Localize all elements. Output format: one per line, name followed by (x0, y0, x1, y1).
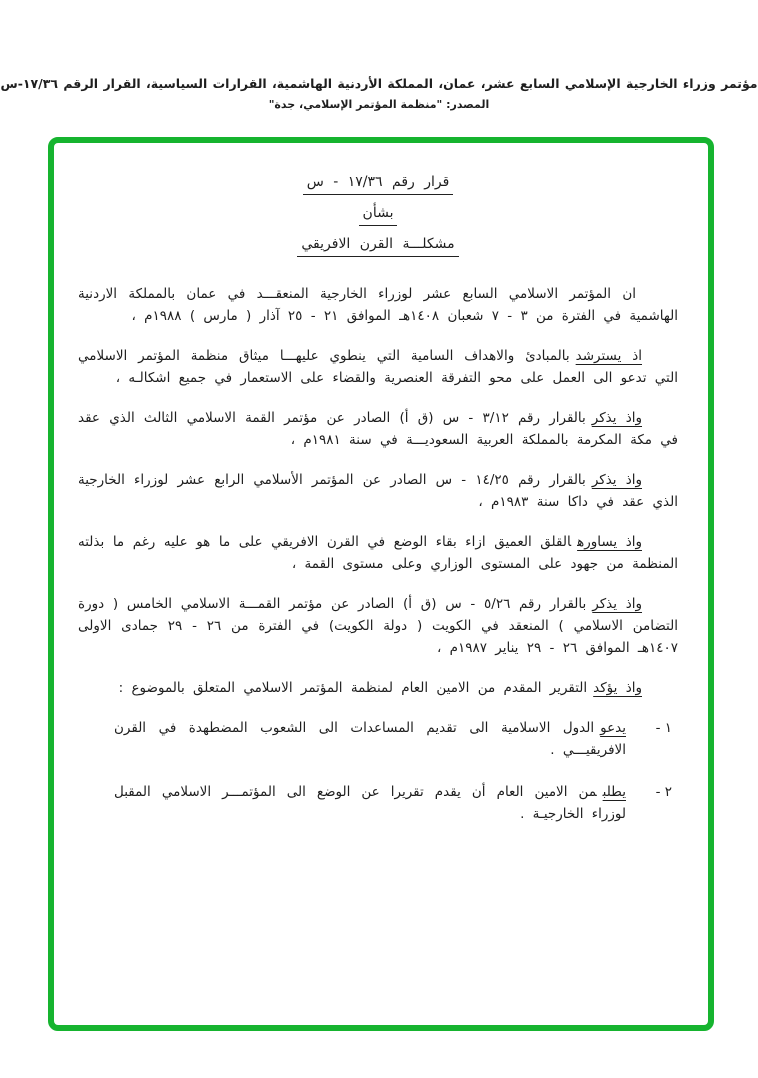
preamble-paragraph (78, 407, 678, 451)
item-lead: يدعو (600, 720, 626, 736)
resolution-frame (48, 137, 714, 1031)
item-text-block (78, 717, 626, 761)
preamble-paragraph (78, 345, 678, 389)
preamble-paragraph (78, 593, 678, 659)
header-citation-line: مؤتمر وزراء الخارجية الإسلامي السابع عشر، عمان، المملكة الأردنية الهاشمية، القرارات السياسية، القرار الرقم ١٧/٣٦-س (0, 76, 758, 91)
paragraph-text: ان المؤتمر الاسلامي السابع عشر لوزراء الخارجية المنعقـــد في عمان بالمملكة الاردنية الهاشمية في الفترة من ٣ - ٧ شعبان ١٤٠٨هـ الموافق ٢١ - ٢٥ آذار ( مارس ) ١٩٨٨م ، (78, 286, 678, 324)
preamble-paragraph (78, 677, 678, 699)
paragraph-text: القلق العميق ازاء بقاء الوضع في القرن الافريقي على ما هو عليه رغم ما بذلته المنظمة من جهود على المستوى الوزاري وعلى مستوى القمة ، (78, 534, 678, 572)
item-number: ٢ - (655, 784, 672, 800)
document-header (0, 0, 758, 111)
paragraph-lead: واذ يذكر (591, 410, 643, 426)
resolution-body (78, 283, 678, 825)
resolution-item (78, 781, 678, 825)
title-subject: مشكلـــة القرن الافريقي (78, 233, 678, 257)
item-text: الدول الاسلامية الى تقديم المساعدات الى الشعوب المضطهدة في القرن الافريقيـــي . (114, 720, 626, 758)
paragraph-text: بالمبادئ والاهداف السامية التي ينطوي عليهـــا ميثاق منظمة المؤتمر الاسلامي التي تدعو الى العمل على محو التفرقة العنصرية والقضاء على الاستعمار في جميع اشكالـه ، (78, 348, 678, 386)
title-resolution-number: قرار رقم ١٧/٣٦ - س (78, 171, 678, 195)
title-regarding: بشأن (78, 202, 678, 226)
item-text: من الامين العام أن يقدم تقريرا عن الوضع الى المؤتمـــر الاسلامي المقبل لوزراء الخارجيـة . (114, 784, 626, 822)
paragraph-lead: واذ يساوره (577, 534, 642, 550)
paragraph-lead: واذ يؤكد (593, 680, 642, 696)
preamble-paragraph (78, 469, 678, 513)
item-lead: يطلب (602, 784, 626, 800)
item-number: ١ - (655, 720, 672, 736)
item-text-block (78, 781, 626, 825)
resolution-title (78, 171, 678, 257)
preamble-paragraph (78, 531, 678, 575)
resolution-item (78, 717, 678, 761)
paragraph-lead: واذ يذكر (591, 472, 643, 488)
preamble-paragraph (78, 283, 678, 327)
paragraph-text: التقرير المقدم من الامين العام لمنظمة المؤتمر الاسلامي المتعلق بالموضوع : (118, 680, 588, 696)
paragraph-text: بالقرار رقم ٥/٢٦ - س (ق أ) الصادر عن مؤتمر القمـــة الاسلامي الخامس ( دورة التضامن الاسلامي ) المنعقد في الكويت ( دولة الكويت) في الفترة من ٢٦ - ٢٩ جمادى الاولى ١٤٠٧هـ الموافق ٢٦ - ٢٩ يناير ١٩٨٧م ، (78, 596, 678, 656)
header-source-line: المصدر: "منظمة المؤتمر الإسلامي، جدة" (268, 98, 490, 111)
paragraph-text: بالقرار رقم ٣/١٢ - س (ق أ) الصادر عن مؤتمر القمة الاسلامي الثالث الذي عقد في مكة المكرمة بالمملكة العربية السعوديـــة في سنة ١٩٨١م ، (78, 410, 678, 448)
paragraph-lead: واذ يذكر (592, 596, 643, 612)
paragraph-lead: اذ يسترشد (575, 348, 642, 364)
paragraph-text: بالقرار رقم ١٤/٢٥ - س الصادر عن المؤتمر الأسلامي الرابع عشر لوزراء الخارجية الذي عقد في داكا سنة ١٩٨٣م ، (78, 472, 678, 510)
